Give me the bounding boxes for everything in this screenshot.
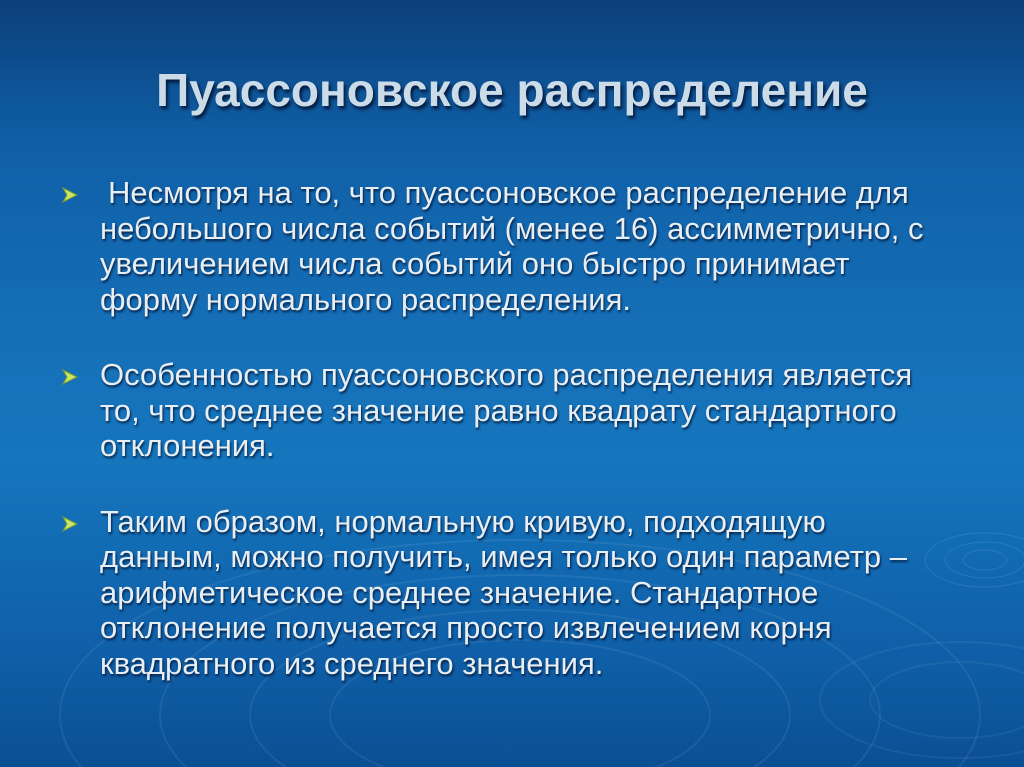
bullet-item xyxy=(60,504,940,682)
slide-title: Пуассоновское распределение xyxy=(156,64,868,116)
arrowhead-bullet-icon xyxy=(60,184,82,206)
bullet-text: Особенностью пуассоновского распределения является то, что среднее значение равно квадрату стандартного отклонения. xyxy=(100,357,913,463)
bullet-item xyxy=(60,357,940,464)
arrowhead-bullet-icon xyxy=(60,366,82,388)
bullet-text: Таким образом, нормальную кривую, подходящую данным, можно получить, имея только один параметр – арифметическое среднее значение. Стандартное отклонение получается просто извлечением корня квадратного из среднего значения. xyxy=(100,503,907,681)
bullet-list xyxy=(60,175,940,681)
bullet-text: Несмотря на то, что пуассоновское распределение для небольшого числа событий (менее 16) ассимметрично, с увеличением числа событий оно быстро принимает форму нормального распределения. xyxy=(100,175,924,317)
arrowhead-bullet-icon xyxy=(60,513,82,535)
bullet-item xyxy=(60,175,940,317)
